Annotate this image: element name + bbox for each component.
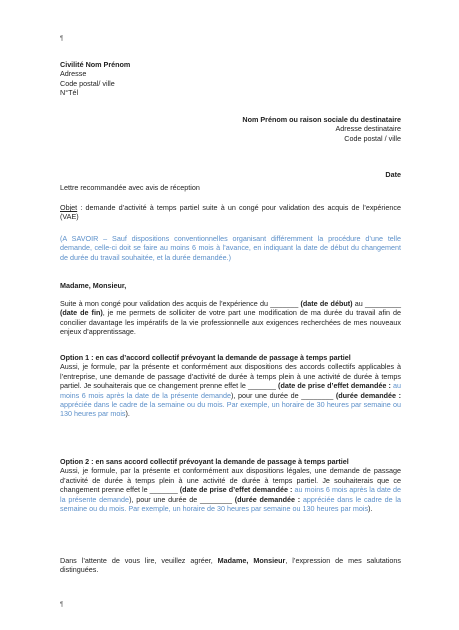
closing-paragraph bbox=[60, 556, 401, 575]
option-1-paragraph bbox=[60, 362, 401, 418]
option-1-text-1: Aussi, je formule, par la présente et conformément aux dispositions des accords collectifs applicables à l’entreprise, une demande de passage d’activité de durée à temps plein à une activité de durée à temps partiel. Je souhaiterais que ce changement prenne effet le _______ bbox=[60, 362, 401, 391]
intro-start-date: (date de début) bbox=[300, 299, 353, 308]
option-1-duration-hint: appréciée dans le cadre de la semaine ou du mois. Par exemple, un horaire de 30 heures par semaine ou 130 heures par mois bbox=[60, 400, 401, 419]
subject-label: Objet bbox=[60, 203, 78, 212]
closing-text-2: , l’expression de mes salutations distinguées. bbox=[60, 556, 401, 575]
option-2-title: Option 2 : en sans accord collectif prévoyant la demande de passage à temps partiel bbox=[60, 457, 349, 466]
option-2-duration-hint: appréciée dans le cadre de la semaine ou du mois. Par exemple, un horaire de 30 heures par semaine ou 130 heures par mois bbox=[60, 494, 402, 514]
option-1-title: Option 1 : en cas d’accord collectif prévoyant la demande de passage à temps partiel bbox=[60, 353, 351, 362]
recipient-city: Code postal / ville bbox=[344, 133, 401, 143]
option-2-effect-date-hint: au moins 6 mois après la date de la présente demande bbox=[60, 485, 402, 504]
option-1-effect-date-hint: au moins 6 mois après la date de la présente demande bbox=[60, 381, 402, 400]
paragraph-mark: ¶ bbox=[60, 36, 64, 42]
sender-phone: N°Tél bbox=[60, 88, 79, 98]
option-1-text-2: ), pour une durée de ________ bbox=[231, 390, 336, 400]
sender-name: Civilité Nom Prénom bbox=[60, 60, 131, 69]
recipient-block bbox=[200, 115, 401, 143]
subject bbox=[60, 203, 401, 222]
notice-text: (A SAVOIR – Sauf dispositions conventionnelles organisant différemment la procédure d’une telle demande, celle-ci doit se faire au moins 6 mois à l’avance, en indiquant la date de début du changement de durée du travail souhaitée, et la durée demandée.) bbox=[60, 234, 401, 262]
option-2-effect-date-label: (date de prise d’effet demandée : bbox=[179, 485, 293, 495]
option-2-text-3: ). bbox=[368, 504, 373, 514]
option-2-block bbox=[60, 457, 401, 513]
closing-text-1: Dans l’attente de vous lire, veuillez agréer, bbox=[60, 556, 218, 565]
recipient-address: Adresse destinataire bbox=[335, 124, 401, 134]
option-1-block bbox=[60, 353, 401, 419]
sender-block bbox=[60, 60, 130, 98]
intro-text-3: , je me permets de solliciter de votre part une modification de ma durée du travail afin de concilier davantage les impératifs de la vie professionnelle aux exigences recherchées de mes nouveaux enjeux d’apprentissage. bbox=[60, 308, 401, 337]
registered-mail-line: Lettre recommandée avec avis de réception bbox=[60, 183, 200, 192]
option-2-text-1: Aussi, je formule, par la présente et conformément aux dispositions légales, une demande de passage d’activité de durée à temps plein à une activité de durée à temps partiel. Je souhaiterais que ce changement prenne effet le _______ bbox=[60, 466, 401, 495]
closing-salutation: Madame, Monsieur bbox=[217, 556, 286, 565]
subject-text: : demande d’activité à temps partiel suite à un congé pour validation des acquis de l’expérience (VAE) bbox=[60, 203, 401, 222]
sender-address: Adresse bbox=[60, 69, 87, 79]
paragraph-mark-bottom: ¶ bbox=[60, 602, 64, 608]
sender-city: Code postal/ ville bbox=[60, 78, 115, 88]
option-2-paragraph bbox=[60, 466, 401, 513]
intro-end-date: (date de fin) bbox=[60, 308, 103, 318]
date-label: Date bbox=[385, 170, 401, 179]
option-1-effect-date-label: (date de prise d’effet demandée : bbox=[278, 381, 391, 391]
intro-paragraph bbox=[60, 299, 401, 337]
recipient-name: Nom Prénom ou raison sociale du destinataire bbox=[242, 115, 401, 124]
salutation: Madame, Monsieur, bbox=[60, 281, 127, 290]
intro-text-1: Suite à mon congé pour validation des acquis de l’expérience du _______ bbox=[60, 299, 301, 308]
option-2-text-2: ), pour une durée de ________ bbox=[129, 494, 235, 504]
option-2-duration-label: (durée demandée : bbox=[234, 494, 301, 504]
intro-text-2: au _________ bbox=[352, 299, 401, 308]
option-1-text-3: ). bbox=[125, 409, 130, 419]
option-1-duration-label: (durée demandée : bbox=[335, 390, 402, 400]
